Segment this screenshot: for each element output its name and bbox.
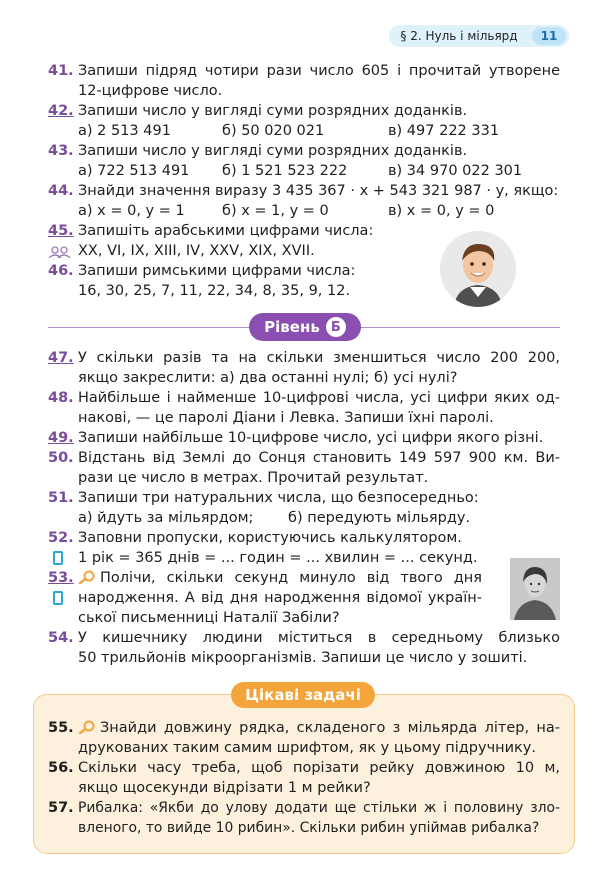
exercise-text: Знайди довжину рядка, складеного з мільярда літер, на- [100,720,560,736]
exercise-text: У кишечнику людини міститься в середньому близько [78,630,560,646]
exercise-number: 50. [48,450,74,466]
exercise-number: 48. [48,390,74,406]
exercise-text: Запиши римськими цифрами числа: [78,263,356,279]
option-c: в) 497 222 331 [388,123,500,139]
search-icon [78,570,96,584]
writer-portrait [510,558,560,620]
exercise-text: Полічи, скільки секунд минуло від твого дня [100,570,482,586]
exercise-text: друкованих таким самим шрифтом, як у цьому підручнику. [78,740,536,756]
option-a: а) 722 513 491 [78,163,190,179]
exercise-text: Заповни пропуски, користуючись калькулятором. [78,530,462,546]
exercise-number: 43. [48,143,74,159]
exercise-text: Запиши число у вигляді суми розрядних доданків. [78,103,468,119]
option-a: а) йдуть за мільярдом; [78,510,254,526]
exercise-text: якщо щосекунди відрізати 1 м рейки? [78,780,371,796]
exercise-text: 50 трильйонів мікроорганізмів. Запиши це число у зошиті. [78,650,528,666]
exercise-number: 46. [48,263,74,279]
exercise-number: 41. [48,63,74,79]
exercise-text: Скільки часу треба, щоб порізати рейку довжиною 10 м, [78,760,560,776]
option-a: а) x = 0, y = 1 [78,203,185,219]
exercise-text: Запиши найбільше 10-цифрове число, усі цифри якого різні. [78,430,544,446]
calculator-icon [53,551,63,565]
exercise-text: Запиши три натуральних числа, що безпосередньо: [78,490,479,506]
exercise-text: 1 рік = 365 днів = ... годин = ... хвилин = ... секунд. [78,550,478,566]
option-a: а) 2 513 491 [78,123,171,139]
exercise-number: 56. [48,760,74,776]
exercise-text: У скільки разів та на скільки зменшиться число 200 200, [78,350,560,366]
exercise-number: 42. [48,103,74,119]
option-b: б) 50 020 021 [222,123,325,139]
level-badge: Б [326,317,346,337]
exercise-text: вленого, то вийде 10 рибин». Скільки рибин упіймав рибалка? [78,820,540,836]
exercise-number: 52. [48,530,74,546]
exercise-text: ської письменниці Наталії Забіли? [78,610,340,626]
exercise-text: 12-цифрове число. [78,83,223,99]
option-c: в) x = 0, y = 0 [388,203,495,219]
exercise-text: Відстань від Землі до Сонця становить 149 597 900 км. Ви- [78,450,560,466]
exercise-number: 49. [48,430,74,446]
exercise-text: народження. А від дня народження відомої україн- [78,590,482,606]
level-label: Рівень [264,318,320,336]
calculator-icon [53,591,63,605]
option-b: б) передують мільярду. [288,510,471,526]
search-icon [78,720,96,734]
exercise-text: Знайди значення виразу 3 435 367 · x + 543 321 987 · y, якщо: [78,183,559,199]
exercise-text: накові, — це паролі Діани і Левка. Запиши їхні паролі. [78,410,494,426]
exercise-text: Запиши число у вигляді суми розрядних доданків. [78,143,468,159]
exercise-text: Запишіть арабськими цифрами числа: [78,223,374,239]
exercise-number: 55. [48,720,74,736]
exercise-number: 44. [48,183,74,199]
exercise-text: XX, VI, IX, XIII, IV, XXV, XIX, XVII. [78,243,315,259]
boy-photo [440,231,516,307]
exercise-number: 45. [48,223,74,239]
option-b: б) 1 521 523 222 [222,163,348,179]
fun-problems-title: Цікаві задачі [231,682,375,708]
exercise-text: Рибалка: «Якби до улову додати ще стільки ж і половину зло- [78,800,560,816]
exercise-text: 16, 30, 25, 7, 11, 22, 34, 8, 35, 9, 12. [78,283,351,299]
exercise-text: Найбільше і найменше 10-цифрові числа, усі цифри яких од- [78,390,560,406]
exercise-text: якщо закреслити: а) два останні нулі; б) усі нулі? [78,370,458,386]
exercise-number: 51. [48,490,74,506]
option-c: в) 34 970 022 301 [388,163,523,179]
group-work-icon [48,246,72,258]
section-header [389,25,569,47]
exercise-number: 47. [48,350,74,366]
exercise-number: 57. [48,800,74,816]
option-b: б) x = 1, y = 0 [222,203,329,219]
level-banner [249,313,361,341]
exercise-number: 53. [48,570,74,586]
section-title: § 2. Нуль і мільярд [400,29,518,43]
page-number: 11 [532,27,566,45]
exercise-text: Запиши підряд чотири рази число 605 і прочитай утворене [78,63,560,79]
exercise-number: 54. [48,630,74,646]
exercise-text: рази це число в метрах. Прочитай результат. [78,470,429,486]
